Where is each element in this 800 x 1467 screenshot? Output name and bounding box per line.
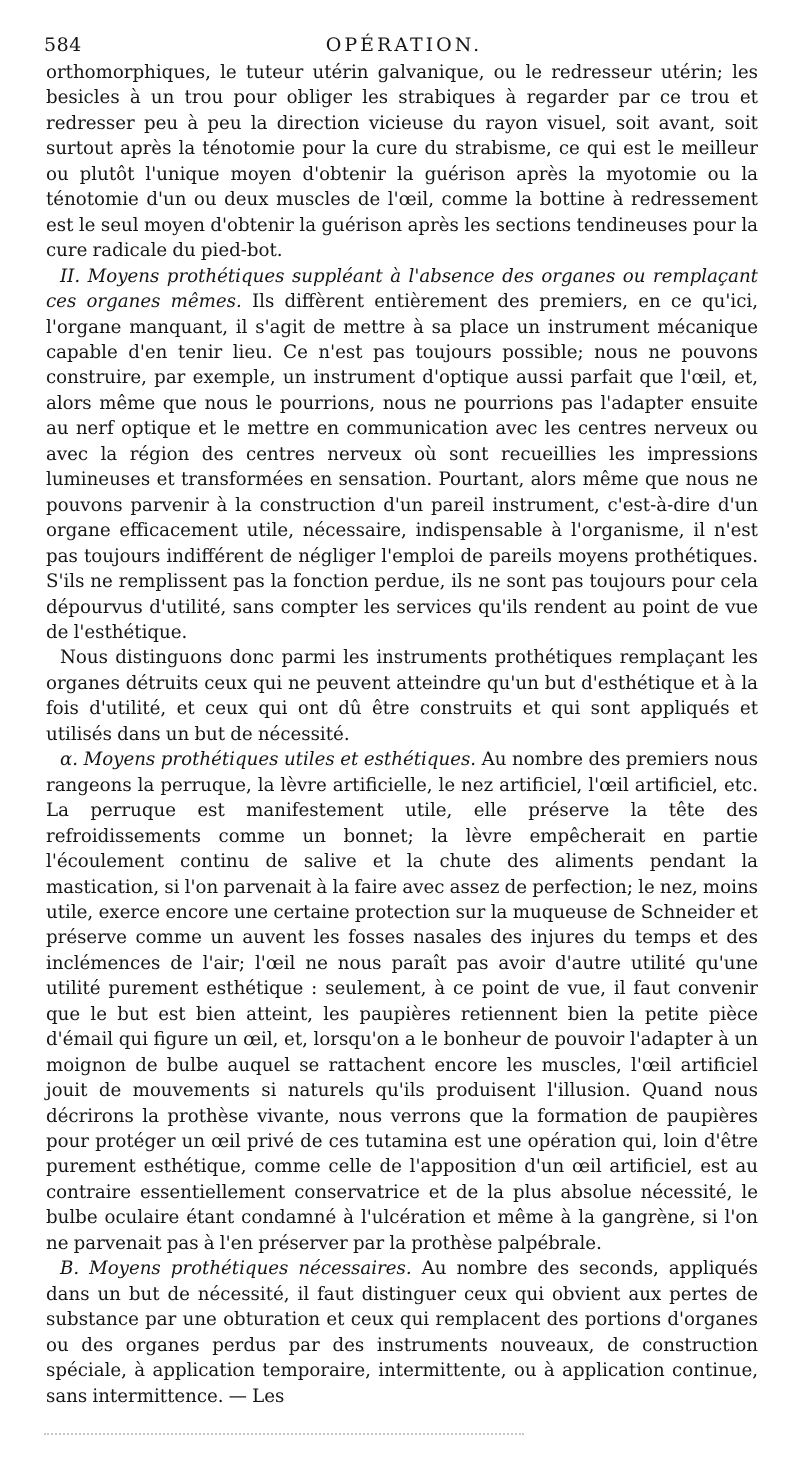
section-heading: α. Moyens prothétiques utiles et esthétiques. [60,749,477,771]
paragraph-section-alpha [46,747,758,1256]
page-header [44,30,764,60]
paragraph-text: orthomorphiques, le tuteur utérin galvanique, ou le redresseur utérin; les besicles à un trou pour obliger les strabiques à regarder par ce trou et redresser peu à peu la direction vicieuse du rayon visuel, soit avant, soit surtout après la ténotomie pour la cure du strabisme, ce qui est le meilleur ou plutôt l'unique moyen d'obtenir la guérison après la myotomie ou la ténotomie d'un ou deux muscles de l'œil, comme la bottine à redressement est le seul moyen d'obtenir la guérison après les sections tendineuses pour la cure radicale du pied-bot. [46,62,758,262]
paragraph-text: Nous distinguons donc parmi les instruments prothétiques remplaçant les organes détruits ceux qui ne peuvent atteindre qu'un but d'esthétique et à la fois d'utilité, et ceux qui ont dû être construits et qui sont appliqués et utilisés dans un but de nécessité. [46,647,758,745]
paragraph-distinction [46,645,758,747]
paragraph-text: Ils diffèrent entièrement des premiers, en ce qu'ici, l'organe manquant, il s'agit de mettre à sa place un instrument mécanique capable d'en tenir lieu. Ce n'est pas toujours possible; nous ne pouvons construire, par exemple, un instrument d'optique aussi parfait que l'œil, et, alors même que nous le pourrions, nous ne pourrions pas l'adapter ensuite au nerf optique et le mettre en communication avec les centres nerveux ou avec la région des centres nerveux où sont recueillies les impressions lumineuses et transformées en sensation. Pourtant, alors même que nous ne pouvons parvenir à la construction d'un pareil instrument, c'est-à-dire d'un organe efficacement utile, nécessaire, indispensable à l'organisme, il n'est pas toujours indifférent de négliger l'emploi de pareils moyens prothétiques. S'ils ne remplissent pas la fonction perdue, ils ne sont pas toujours pour cela dépourvus d'utilité, sans compter les services qu'ils rendent au point de vue de l'esthétique. [46,291,758,643]
footer-rule [44,1433,524,1435]
section-heading: II. Moyens prothétiques suppléant à l'absence des organes ou remplaçant ces organes mêmes. [46,265,758,313]
running-title: OPÉRATION. [325,34,483,56]
section-heading: B. Moyens prothétiques nécessaires. [60,1258,412,1280]
page-number: 584 [44,34,82,56]
paragraph-section-ii [46,264,758,646]
body-text [46,60,758,1409]
paragraph-text: Au nombre des premiers nous rangeons la perruque, la lèvre artificielle, le nez artificiel, l'œil artificiel, etc. La perruque est manifestement utile, elle préserve la tête des refroidissements comme un bonnet; la lèvre empêcherait en partie l'écoulement continu de salive et la chute des aliments pendant la mastication, si l'on parvenait à la faire avec assez de perfection; le nez, moins utile, exerce encore une certaine protection sur la muqueuse de Schneider et préserve comme un auvent les fosses nasales des injures du temps et des inclémences de l'air; l'œil ne nous paraît pas avoir d'autre utilité qu'une utilité purement esthétique : seulement, à ce point de vue, il faut convenir que le but est bien atteint, les paupières retiennent bien la petite pièce d'émail qui figure un œil, et, lorsqu'on a le bonheur de pouvoir l'adapter à un moignon de bulbe auquel se rattachent encore les muscles, l'œil artificiel jouit de mouvements si naturels qu'ils produisent l'illusion. Quand nous décrirons la prothèse vivante, nous verrons que la formation de paupières pour protéger un œil privé de ces tutamina est une opération qui, loin d'être purement esthétique, comme celle de l'apposition d'un œil artificiel, est au contraire essentiellement conservatrice et de la plus absolue nécessité, le bulbe oculaire étant condamné à l'ulcération et même à la gangrène, si l'on ne parvenait pas à l'en préserver par la prothèse palpébrale. [46,749,758,1254]
paragraph-text: Au nombre des seconds, appliqués dans un but de nécessité, il faut distinguer ceux qui obvient aux pertes de substance par une obturation et ceux qui remplacent des portions d'organes ou des organes perdus par des instruments nouveaux, de construction spéciale, à application temporaire, intermittente, ou à application continue, sans intermittence. — Les [46,1258,758,1407]
paragraph-continuation [46,60,758,264]
paragraph-section-b [46,1256,758,1409]
